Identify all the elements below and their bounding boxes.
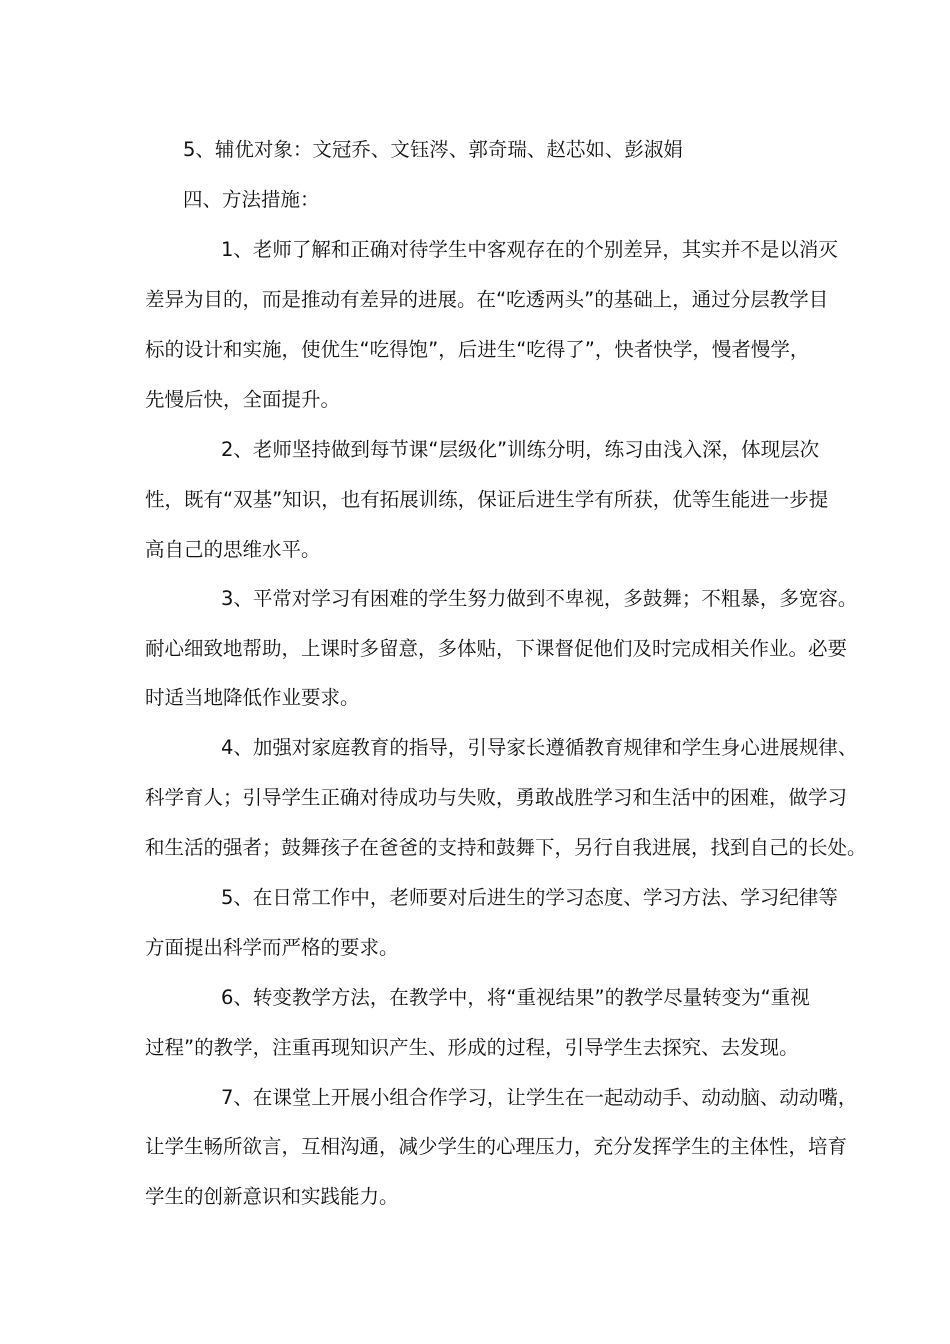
text-line: 差异为目的，而是推动有差异的进展。在“吃透两头”的基础上，通过分层教学目	[145, 288, 829, 311]
text-line: 方面提出科学而严格的要求。	[145, 936, 399, 959]
text-line: 1、老师了解和正确对待学生中客观存在的个别差异，其实并不是以消灭	[221, 238, 838, 261]
text-line: 科学育人；引导学生正确对待成功与失败，勇敢战胜学习和生活中的困难，做学习	[145, 786, 848, 809]
text-line: 学生的创新意识和实践能力。	[145, 1185, 399, 1208]
text-line: 先慢后快，全面提升。	[145, 388, 341, 411]
text-line: 高自己的思维水平。	[145, 538, 321, 561]
text-line: 7、在课堂上开展小组合作学习，让学生在一起动动手、动动脑、动动嘴，	[221, 1086, 858, 1109]
text-line: 性，既有“双基”知识，也有拓展训练，保证后进生学有所获，优等生能进一步提	[145, 488, 829, 511]
text-line: 耐心细致地帮助，上课时多留意，多体贴，下课督促他们及时完成相关作业。必要	[145, 637, 848, 660]
section-heading: 四、方法措施：	[183, 188, 320, 211]
text-line: 5、在日常工作中，老师要对后进生的学习态度、学习方法、学习纪律等	[221, 886, 838, 909]
text-line: 4、加强对家庭教育的指导，引导家长遵循教育规律和学生身心进展规律、	[221, 736, 858, 759]
text-line: 过程”的教学，注重再现知识产生、形成的过程，引导学生去探究、去发现。	[145, 1036, 799, 1059]
text-line: 标的设计和实施，使优生“吃得饱”，后进生“吃得了”，快者快学，慢者慢学，	[145, 338, 810, 361]
text-line: 5、辅优对象：文冠乔、文钰涔、郭奇瑞、赵芯如、彭淑娟	[183, 138, 683, 161]
text-line: 3、平常对学习有困难的学生努力做到不卑视，多鼓舞；不粗暴，多宽容。	[221, 587, 858, 610]
text-line: 让学生畅所欲言，互相沟通，减少学生的心理压力，充分发挥学生的主体性，培育	[145, 1135, 848, 1158]
text-line: 6、转变教学方法，在教学中，将“重视结果”的教学尽量转变为“重视	[221, 986, 810, 1009]
text-line: 时适当地降低作业要求。	[145, 686, 360, 709]
text-line: 2、老师坚持做到每节课“层级化”训练分明，练习由浅入深，体现层次	[221, 438, 820, 461]
text-line: 和生活的强者；鼓舞孩子在爸爸的支持和鼓舞下，另行自我进展，找到自己的长处。	[145, 836, 867, 859]
